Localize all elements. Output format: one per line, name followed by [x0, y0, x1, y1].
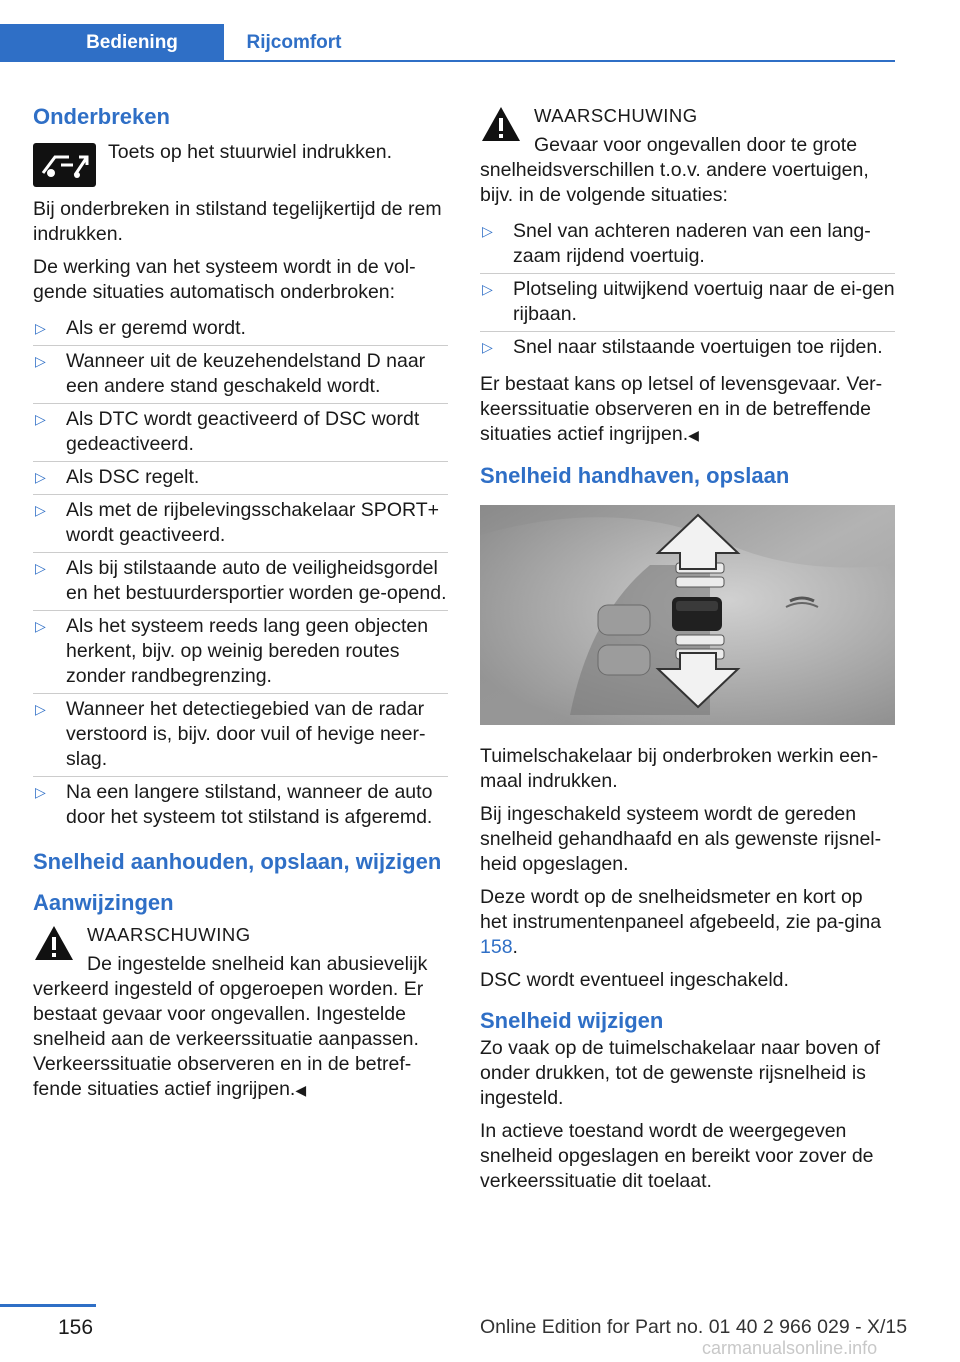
warning-text: De ingestelde snelheid kan abusievelijk verkeerd ingesteld of opgeroepen worden. Er bestaat gevaar voor ongevallen. Ingestelde snelheid aan de verkeerssituatie aanpassen. Verkeerssituatie observeren en in de betref‐fende situaties actief ingrijpen.	[33, 953, 428, 1100]
warning-block	[480, 103, 895, 208]
right-column	[480, 100, 895, 1202]
tab-rijcomfort[interactable]: Rijcomfort	[246, 32, 342, 53]
warning-title: WAARSCHUWING	[87, 924, 251, 945]
steering-wheel-button-icon	[33, 143, 96, 187]
triangle-bullet-icon: ▷	[482, 339, 493, 355]
list-item: ▷ Wanneer het detectiegebied van de radar verstoord is, bijv. door vuil of hevige neer‐slag.	[33, 694, 448, 777]
watermark: carmanualsonline.info	[702, 1338, 878, 1358]
steering-wheel-rocker-switch-photo	[480, 505, 895, 725]
triangle-bullet-icon: ▷	[35, 502, 46, 518]
triangle-bullet-icon: ▷	[35, 560, 46, 576]
interrupt-instruction	[33, 140, 448, 187]
list-item: ▷ Als DTC wordt geactiveerd of DSC wordt gedeactiveerd.	[33, 404, 448, 462]
end-mark: ◀	[688, 427, 699, 443]
page-number: 156	[58, 1316, 94, 1339]
chapter-tabbar	[0, 24, 895, 62]
paragraph-display: Deze wordt op de snelheidsmeter en kort op het instrumentenpaneel afgebeeld, zie pa‐gina 158.	[480, 886, 882, 958]
footer-rule	[0, 1304, 96, 1307]
end-mark: ◀	[295, 1082, 307, 1098]
heading-onderbreken: Onderbreken	[33, 104, 170, 129]
triangle-bullet-icon: ▷	[35, 411, 46, 427]
warning-block	[33, 922, 448, 1103]
paragraph-rocker: Tuimelschakelaar bij onderbroken werkin een‐maal indrukken.	[480, 745, 879, 792]
list-item: ▷ Als het systeem reeds lang geen objecten herkent, bijv. op weinig bereden routes zonder randbegrenzing.	[33, 611, 448, 694]
triangle-bullet-icon: ▷	[35, 320, 46, 336]
triangle-bullet-icon: ▷	[35, 701, 46, 717]
page-link-158[interactable]: 158	[480, 936, 513, 958]
triangle-bullet-icon: ▷	[35, 784, 46, 800]
paragraph-dsc: DSC wordt eventueel ingeschakeld.	[480, 969, 789, 991]
paragraph-auto-interrupt: De werking van het systeem wordt in de vol‐gende situaties automatisch onderbroken:	[33, 256, 416, 303]
triangle-bullet-icon: ▷	[35, 353, 46, 369]
triangle-bullet-icon: ▷	[35, 618, 46, 634]
list-item: ▷ Snel van achteren naderen van een lang‐zaam rijdend voertuig.	[480, 216, 895, 274]
tab-bediening[interactable]: Bediening	[0, 24, 224, 61]
warning-text: Gevaar voor ongevallen door te grote snelheidsverschillen t.o.v. andere voertuigen, bijv. in de volgende situaties:	[480, 134, 869, 206]
left-column	[33, 100, 448, 1111]
list-item: ▷ Na een langere stilstand, wanneer de auto door het systeem tot stilstand is afgeremd.	[35, 781, 433, 828]
list-item: ▷ Plotseling uitwijkend voertuig naar de ei‐gen rijbaan.	[480, 274, 895, 332]
list-item: ▷ Als er geremd wordt.	[33, 313, 448, 346]
paragraph-engaged: Bij ingeschakeld systeem wordt de gereden snelheid gehandhaafd en als gewenste rijsnel‐heid opgeslagen.	[480, 803, 882, 875]
warning-title: WAARSCHUWING	[534, 105, 698, 126]
heading-snelheid-wijzigen: Snelheid wijzigen	[480, 1008, 664, 1033]
speed-difference-list	[480, 216, 895, 364]
warning-triangle-icon	[33, 924, 75, 962]
triangle-bullet-icon: ▷	[482, 223, 493, 239]
heading-snelheid-aanhouden: Snelheid aanhouden, opslaan, wijzigen	[33, 849, 442, 874]
warning-triangle-icon	[480, 105, 522, 143]
paragraph-active: In actieve toestand wordt de weergegeven snelheid opgeslagen en bereikt voor zover de verkeerssituatie dit toelaat.	[480, 1120, 874, 1192]
triangle-bullet-icon: ▷	[482, 281, 493, 297]
list-item: ▷ Als bij stilstaande auto de veiligheidsgordel en het bestuurdersportier worden ge‐opend.	[33, 553, 448, 611]
paragraph-risk: Er bestaat kans op letsel of levensgevaar. Ver‐keerssituatie observeren en in de betreffende situaties actief ingrijpen.◀	[480, 373, 883, 445]
list-item: ▷ Als DSC regelt.	[33, 462, 448, 495]
footer-edition: Online Edition for Part no. 01 40 2 966 029 - X/15	[480, 1316, 908, 1338]
interrupt-conditions-list	[33, 313, 448, 834]
list-item: ▷ Wanneer uit de keuzehendelstand D naar een andere stand geschakeld wordt.	[33, 346, 448, 404]
triangle-bullet-icon: ▷	[35, 469, 46, 485]
list-item: ▷ Als met de rijbelevingsschakelaar SPORT+ wordt geactiveerd.	[33, 495, 448, 553]
interrupt-instruction-text: Toets op het stuurwiel indrukken.	[108, 141, 392, 163]
heading-snelheid-handhaven: Snelheid handhaven, opslaan	[480, 463, 790, 488]
paragraph-change: Zo vaak op de tuimelschakelaar naar boven of onder drukken, tot de gewenste rijsnelheid is ingesteld.	[480, 1037, 880, 1109]
list-item: ▷ Snel naar stilstaande voertuigen toe rijden.	[482, 336, 883, 358]
heading-aanwijzingen: Aanwijzingen	[33, 890, 174, 915]
paragraph-brake: Bij onderbreken in stilstand tegelijkertijd de rem indrukken.	[33, 198, 442, 245]
